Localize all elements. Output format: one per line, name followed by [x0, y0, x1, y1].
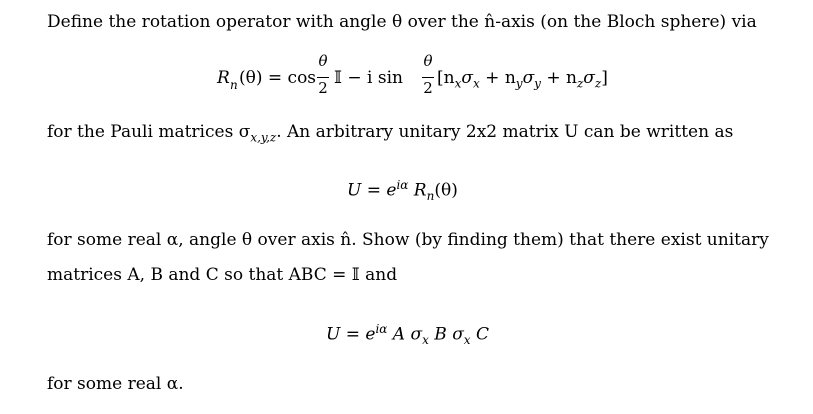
- eq1-lhs: R: [217, 68, 230, 88]
- eq1-frac2-den: 2: [423, 79, 433, 97]
- paragraph-4: matrices A, B and C so that ABC = 𝕀 and: [47, 265, 398, 285]
- eq1-frac-bar: [317, 77, 329, 78]
- paragraph-2: for the Pauli matrices $\sigma_{x,y,z}$. An arbitrary unitary 2x2 matrix U can be written as: [47, 122, 734, 145]
- eq1-frac2-bar: [422, 77, 434, 78]
- eq1-lhs-tail: (θ) = cos: [239, 68, 317, 88]
- eq1-frac-den: 2: [318, 79, 328, 97]
- paragraph-5: for some real α.: [47, 374, 184, 394]
- eq1-lhs-sub: n: [230, 78, 238, 92]
- equation-unitary: $U = e^{i\alpha}$ $R_n(\theta)$: [347, 178, 458, 204]
- eq1-middle: 𝕀 − i sin: [334, 68, 403, 88]
- paragraph-3: for some real α, angle θ over axis n̂. Show (by finding them) that there exist unitary: [47, 230, 769, 250]
- paragraph-1: Define the rotation operator with angle θ over the n̂-axis (on the Bloch sphere) via: [47, 12, 757, 32]
- eq1-frac2-num: θ: [423, 52, 433, 70]
- equation-decomposition: $U = e^{i\alpha}$ A $\sigma_x$ B $\sigma_x$ C: [326, 322, 489, 348]
- eq1-rhs: $[n_x\sigma_x + n_y\sigma_y + n_z\sigma_z]$: [437, 68, 608, 91]
- equation-rotation: [217, 54, 637, 100]
- eq1-frac-num: θ: [318, 52, 328, 70]
